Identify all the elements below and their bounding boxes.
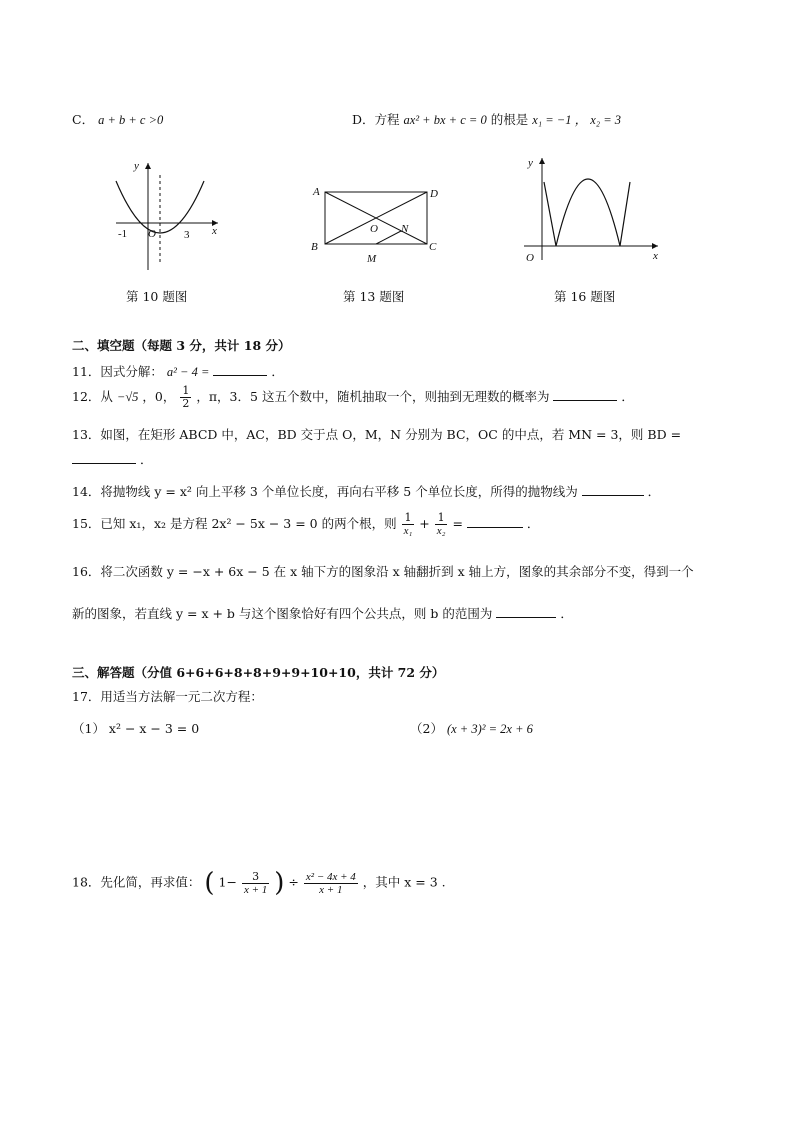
q12-answer-blank[interactable]	[553, 388, 617, 401]
fig10-label-3: 3	[184, 229, 190, 241]
fig13-label-b: B	[311, 241, 318, 253]
q15-answer-blank[interactable]	[467, 515, 523, 528]
fig10-caption: 第 10 题图	[126, 289, 188, 304]
q13-line1: 13．如图，在矩形 ABCD 中，AC，BD 交于点 O，M，N 分别为 BC，OC 的中点，若 MN = 3，则 BD =	[72, 427, 682, 442]
q18-f2-den: x + 1	[319, 883, 343, 896]
q18-one-minus: 1−	[218, 874, 237, 890]
q15-fraction-1	[402, 512, 415, 537]
option-d-roots: x₁ = −1 ， x₂ = 3	[532, 113, 622, 127]
q16-line1: 16．将二次函数 y = −x + 6x − 5 在 x 轴下方的图象沿 x 轴翻折到 x 轴上方，图象的其余部分不变，得到一个	[72, 564, 694, 579]
q11-answer-blank[interactable]	[213, 363, 267, 376]
q18-div: ÷	[288, 874, 299, 890]
q12-c: ，0，	[142, 389, 176, 404]
option-d-expr: ax² + bx + c = 0	[403, 113, 487, 127]
figure-13	[305, 180, 445, 270]
fig10-label-y: y	[134, 160, 139, 172]
q12-b: −√5	[116, 390, 139, 404]
option-d	[352, 110, 621, 128]
question-11	[72, 362, 284, 380]
q12-frac-den: 2	[182, 397, 190, 410]
q11-text: 11．因式分解：	[72, 364, 163, 379]
fig13-label-m: M	[367, 253, 377, 265]
q15-fraction-2	[435, 512, 448, 537]
fig13-label-d: D	[430, 188, 438, 200]
q15-a: 15．已知 x₁，x₂ 是方程 2x² − 5x − 3 = 0 的两个根，则	[72, 516, 397, 531]
q13-end: ．	[139, 452, 153, 467]
q15-f1-num: 1	[402, 512, 415, 525]
question-14	[72, 482, 660, 500]
fig10-label-minus1: -1	[118, 228, 128, 240]
figure-16	[518, 152, 663, 267]
question-12	[72, 385, 634, 410]
q18-fraction-2	[304, 871, 358, 896]
q15-plus: +	[419, 516, 430, 531]
q15-end: ．	[526, 516, 540, 531]
fig16-folded-curve	[544, 179, 630, 246]
q15-f2-num: 1	[435, 512, 448, 525]
fig16-caption: 第 16 题图	[554, 289, 616, 304]
fig10-y-arrow	[145, 163, 151, 169]
q12-frac-num: 1	[182, 384, 190, 397]
q17-part2	[410, 719, 533, 737]
q12-d: ，π，3．5 这五个数中，随机抽取一个，则抽到无理数的概率为	[196, 389, 550, 404]
option-c-label: C．	[72, 112, 95, 127]
fig13-label-c: C	[429, 241, 437, 253]
figure-10	[108, 155, 228, 275]
fig10-label-x: x	[212, 225, 217, 237]
q17-part2-label: （2）	[410, 721, 443, 736]
q18-f2-num: x² − 4x + 4	[305, 870, 356, 883]
fig13-segment-mn	[376, 231, 401, 244]
fig16-y-arrow	[539, 158, 545, 164]
q11-expr: a² − 4 =	[166, 365, 210, 379]
fig10-label-o: O	[148, 228, 156, 240]
q13-answer-blank[interactable]	[72, 451, 136, 464]
q14-end: ．	[647, 484, 661, 499]
q18-tail: ，其中 x = 3 .	[362, 874, 446, 890]
q18-f1-num: 3	[242, 871, 269, 884]
q18-fraction-1	[242, 871, 269, 896]
q12-fraction	[180, 385, 191, 410]
q16-line2	[72, 604, 573, 622]
q18-a: 18．先化简，再求值：	[72, 874, 201, 890]
q18-f1-den: x + 1	[243, 883, 268, 896]
q11-end: ．	[271, 364, 284, 379]
fig16-label-y: y	[528, 157, 533, 169]
fig13-label-a: A	[313, 186, 320, 198]
option-c-expr: a + b + c >0	[98, 113, 164, 127]
fig13-caption: 第 13 题图	[343, 289, 405, 304]
q17-part2-expr: (x + 3)² = 2x + 6	[446, 722, 533, 736]
q16-line2-text: 新的图象，若直线 y = x + b 与这个图象恰好有四个公共点，则 b 的范围为	[72, 606, 493, 621]
q18-left-paren: (	[204, 868, 215, 898]
option-c	[72, 110, 163, 128]
question-15	[72, 512, 539, 537]
section2-heading: 二、填空题（每题 3 分，共计 18 分）	[72, 338, 291, 353]
question-18	[72, 868, 446, 898]
q12-end: ．	[621, 389, 634, 404]
fig16-label-o: O	[526, 252, 534, 264]
fig16-label-x: x	[653, 250, 658, 262]
q13-line2	[72, 450, 153, 468]
section3-heading: 三、解答题（分值 6+6+6+8+8+9+9+10+10，共计 72 分）	[72, 665, 445, 680]
q17-title: 17．用适当方法解一元二次方程：	[72, 689, 263, 704]
fig16-x-arrow	[652, 243, 658, 249]
q16-end: ．	[560, 606, 573, 621]
option-d-mid: 的根是	[490, 112, 529, 127]
fig13-label-n: N	[401, 223, 409, 235]
q16-answer-blank[interactable]	[496, 605, 556, 618]
q15-f1-den: x₁	[403, 525, 413, 537]
q15-eq: =	[452, 516, 463, 531]
q14-text: 14．将抛物线 y = x² 向上平移 3 个单位长度，再向右平移 5 个单位长度，所得的抛物线为	[72, 484, 578, 499]
option-d-label: D．方程	[352, 112, 400, 127]
q18-right-paren: )	[274, 868, 285, 898]
q15-f2-den: x₂	[436, 525, 446, 537]
q12-a: 12．从	[72, 389, 113, 404]
q17-part1: （1） x² − x − 3 = 0	[72, 721, 200, 736]
fig13-label-o: O	[370, 223, 378, 235]
q14-answer-blank[interactable]	[582, 483, 644, 496]
